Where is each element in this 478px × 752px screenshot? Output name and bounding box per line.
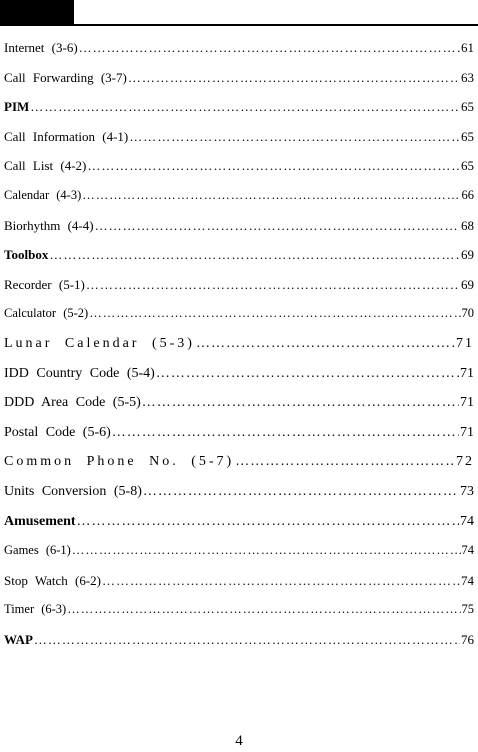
dot-leader	[34, 625, 460, 655]
header-tab-block	[0, 0, 74, 24]
toc-entry-page: 61	[461, 40, 474, 55]
toc-entry-page: 70	[461, 306, 474, 321]
toc-entry-page: 74	[461, 543, 474, 558]
toc-entry-page: 71	[460, 424, 474, 440]
toc-entry-recorder[interactable]	[4, 270, 474, 300]
table-of-contents	[4, 33, 474, 654]
dot-leader	[79, 33, 460, 63]
dot-leader	[235, 447, 455, 477]
toc-entry-timer[interactable]	[4, 595, 474, 625]
dot-leader	[86, 270, 460, 300]
toc-entry-page: 74	[460, 513, 474, 529]
toc-entry-stop-watch[interactable]	[4, 566, 474, 596]
toc-entry-biorhythm[interactable]	[4, 211, 474, 241]
toc-section-wap[interactable]	[4, 625, 474, 655]
toc-entry-page: 68	[461, 217, 474, 233]
dot-leader	[102, 566, 460, 596]
toc-entry-page: 65	[461, 128, 474, 144]
toc-entry-label: DDD Area Code (5-5)	[4, 395, 141, 411]
toc-entry-label: Games (6-1)	[4, 543, 71, 558]
toc-entry-idd-country-code[interactable]	[4, 359, 474, 389]
dot-leader	[142, 388, 459, 418]
dot-leader	[129, 122, 460, 152]
toc-entry-label: Lunar Calendar (5-3)	[4, 335, 195, 351]
toc-entry-label: Call Information (4-1)	[4, 128, 129, 144]
toc-entry-page: 66	[461, 187, 474, 202]
toc-entry-call-forwarding[interactable]	[4, 63, 474, 93]
toc-entry-units-conversion[interactable]	[4, 477, 474, 507]
toc-entry-label: Units Conversion (5-8)	[4, 483, 142, 499]
toc-entry-page: 75	[461, 602, 474, 617]
dot-leader	[67, 595, 460, 625]
toc-section-label: Toolbox	[4, 247, 49, 263]
toc-entry-page: 69	[461, 247, 474, 263]
toc-entry-label: Postal Code (5-6)	[4, 424, 111, 440]
toc-entry-common-phone-no[interactable]	[4, 447, 474, 477]
dot-leader	[95, 211, 460, 241]
dot-leader	[82, 181, 460, 211]
toc-section-pim[interactable]	[4, 92, 474, 122]
dot-leader	[89, 299, 460, 329]
toc-section-label: WAP	[4, 631, 33, 647]
dot-leader	[112, 418, 459, 448]
dot-leader	[87, 151, 460, 181]
toc-entry-label: Internet (3-6)	[4, 40, 78, 55]
toc-entry-label: Calendar (4-3)	[4, 187, 82, 202]
toc-section-label: Amusement	[4, 513, 76, 529]
toc-entry-page: 76	[461, 631, 474, 647]
toc-entry-page: 71	[460, 395, 474, 411]
toc-entry-label: IDD Country Code (5-4)	[4, 365, 155, 381]
dot-leader	[143, 477, 459, 507]
toc-entry-label: Timer (6-3)	[4, 602, 67, 617]
toc-entry-label: Stop Watch (6-2)	[4, 572, 101, 588]
toc-entry-label: Calculator (5-2)	[4, 306, 89, 321]
dot-leader	[72, 536, 461, 566]
toc-entry-postal-code[interactable]	[4, 418, 474, 448]
toc-entry-call-list[interactable]	[4, 151, 474, 181]
toc-entry-calculator[interactable]	[4, 299, 474, 329]
toc-entry-page: 65	[461, 99, 474, 115]
toc-entry-label: Biorhythm (4-4)	[4, 217, 94, 233]
toc-entry-page: 71	[460, 365, 474, 381]
toc-section-toolbox[interactable]	[4, 240, 474, 270]
toc-entry-label: Recorder (5-1)	[4, 276, 85, 292]
dot-leader	[156, 359, 459, 389]
toc-entry-page: 71	[456, 335, 474, 351]
toc-entry-page: 69	[461, 276, 474, 292]
toc-entry-page: 72	[456, 454, 474, 470]
toc-entry-lunar-calendar[interactable]	[4, 329, 474, 359]
toc-entry-call-information[interactable]	[4, 122, 474, 152]
dot-leader	[77, 507, 459, 537]
toc-entry-page: 74	[461, 572, 474, 588]
dot-leader	[128, 63, 460, 93]
page-number: 4	[235, 733, 243, 749]
toc-section-label: PIM	[4, 99, 30, 115]
dot-leader	[196, 329, 455, 359]
toc-entry-page: 63	[461, 69, 474, 85]
toc-entry-page: 73	[460, 483, 474, 499]
toc-entry-label: Call List (4-2)	[4, 158, 87, 174]
toc-entry-games[interactable]	[4, 536, 474, 566]
dot-leader	[30, 92, 460, 122]
toc-entry-calendar[interactable]	[4, 181, 474, 211]
toc-section-amusement[interactable]	[4, 507, 474, 537]
toc-entry-page: 65	[461, 158, 474, 174]
toc-entry-ddd-area-code[interactable]	[4, 388, 474, 418]
header-rule	[0, 24, 478, 26]
toc-entry-internet[interactable]	[4, 33, 474, 63]
dot-leader	[49, 240, 460, 270]
toc-entry-label: Call Forwarding (3-7)	[4, 69, 127, 85]
toc-entry-label: Common Phone No. (5-7)	[4, 454, 235, 470]
